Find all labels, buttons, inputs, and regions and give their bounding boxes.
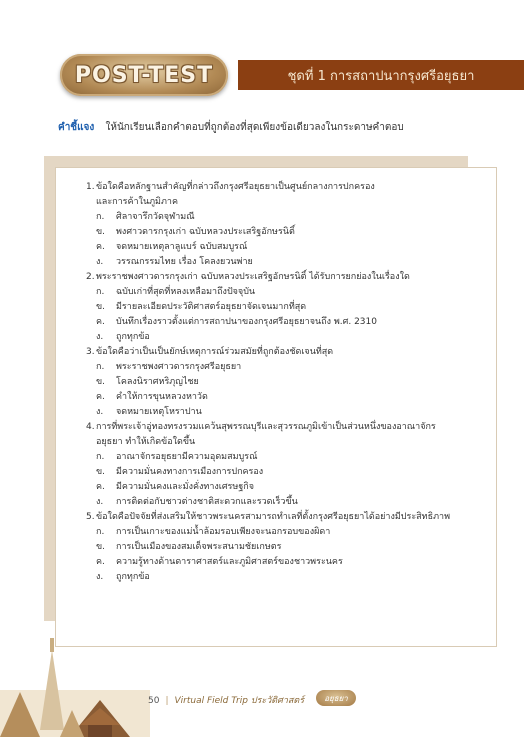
footer-title: Virtual Field Trip ประวัติศาสตร์ [174, 696, 305, 706]
answer-option [86, 390, 482, 405]
question-stem-line [86, 180, 482, 195]
option-text: ถูกทุกข้อ [116, 572, 150, 582]
post-test-badge [60, 54, 228, 96]
question-text: อยุธยา ทำให้เกิดข้อใดขึ้น [96, 437, 196, 447]
option-text: คำให้การขุนหลวงหาวัด [116, 392, 208, 402]
option-text: มีความมั่นคงและมั่งคั่งทางเศรษฐกิจ [116, 482, 255, 492]
option-text: จดหมายเหตุลาลูแบร์ ฉบับสมบูรณ์ [116, 242, 248, 252]
option-letter: ข. [96, 302, 106, 312]
answer-option [86, 450, 482, 465]
option-letter: ก. [96, 287, 105, 297]
option-text: การติดต่อกับชาวต่างชาติสะดวกและรวดเร็วขึ้น [116, 497, 298, 507]
question-text: และการค้าในภูมิภาค [96, 197, 178, 207]
question-text: การที่พระเจ้าอู่ทองทรงรวมแคว้นสุพรรณบุรีและสุวรรณภูมิเข้าเป็นส่วนหนึ่งของอาณาจักร [96, 422, 436, 432]
option-text: ความรู้ทางด้านดาราศาสตร์และภูมิศาสตร์ของชาวพระนคร [116, 557, 343, 567]
option-letter: ง. [96, 332, 104, 342]
option-text: มีความมั่นคงทางการเมืองการปกครอง [116, 467, 264, 477]
question-number [86, 195, 96, 210]
option-text: บันทึกเรื่องราวตั้งแต่การสถาปนาของกรุงศรีอยุธยาจนถึง พ.ศ. 2310 [116, 317, 377, 327]
instructions-text: ให้นักเรียนเลือกคำตอบที่ถูกต้องที่สุดเพียงข้อเดียวลงในกระดาษคำตอบ [105, 122, 404, 133]
question-stem-line [86, 420, 482, 435]
answer-option [86, 360, 482, 375]
option-letter: ก. [96, 527, 105, 537]
page-footer [148, 693, 304, 707]
question-list [86, 180, 482, 585]
answer-option [86, 570, 482, 585]
option-letter: ก. [96, 452, 105, 462]
question-number: 2. [86, 272, 95, 282]
option-text: ถูกทุกข้อ [116, 332, 150, 342]
option-letter: ข. [96, 377, 106, 387]
question-text: ข้อใดคือว่าเป็นเป็นยักษ์เหตุการณ์ร่วมสมัยที่ถูกต้องชัดเจนที่สุด [96, 347, 334, 357]
answer-option [86, 465, 482, 480]
question-number: 4. [86, 422, 95, 432]
answer-option [86, 285, 482, 300]
option-text: จดหมายเหตุโหราปาน [116, 407, 202, 417]
answer-option [86, 240, 482, 255]
question-stem-line [86, 435, 482, 450]
answer-option [86, 315, 482, 330]
option-text: การเป็นเกาะของแม่น้ำล้อมรอบเพียงจะนอกรอบของผิดา [116, 527, 331, 537]
footer-badge [316, 690, 356, 706]
answer-option [86, 555, 482, 570]
option-letter: ข. [96, 542, 106, 552]
question-stem-line [86, 510, 482, 525]
series-title: ชุดที่ 1 การสถาปนากรุงศรีอยุธยา [287, 68, 475, 84]
option-text: วรรณกรรมไทย เรื่อง โคลงยวนพ่าย [116, 257, 253, 267]
option-letter: ง. [96, 497, 104, 507]
option-text: มีรายละเอียดประวัติศาสตร์อยุธยาจัดเจนมากที่สุด [116, 302, 307, 312]
question-item [86, 270, 482, 345]
question-item [86, 345, 482, 420]
answer-option [86, 375, 482, 390]
option-letter: ค. [96, 557, 105, 567]
question-number: 5. [86, 512, 95, 522]
answer-option [86, 495, 482, 510]
temple-illustration [0, 630, 150, 737]
answer-option [86, 540, 482, 555]
question-sheet [56, 168, 496, 646]
series-title-bar [238, 60, 524, 90]
option-letter: ค. [96, 242, 105, 252]
option-text: ศิลาจารึกวัดจุฬามณี [116, 212, 195, 222]
option-letter: ก. [96, 362, 105, 372]
footer-separator: | [165, 696, 169, 706]
question-number [86, 435, 96, 450]
answer-option [86, 525, 482, 540]
option-text: โคลงนิราศหริภุญไชย [116, 377, 199, 387]
answer-option [86, 405, 482, 420]
question-text: พระราชพงศาวดารกรุงเก่า ฉบับหลวงประเสริฐอักษรนิติ์ ได้รับการยกย่องในเรื่องใด [96, 272, 410, 282]
question-number: 3. [86, 347, 95, 357]
option-letter: ก. [96, 212, 105, 222]
question-item [86, 420, 482, 510]
page-number: 50 [148, 696, 160, 706]
question-stem-line [86, 195, 482, 210]
option-letter: ค. [96, 392, 105, 402]
option-letter: ค. [96, 482, 105, 492]
option-text: พระราชพงศาวดารกรุงศรีอยุธยา [116, 362, 242, 372]
answer-option [86, 255, 482, 270]
option-letter: ข. [96, 227, 106, 237]
answer-option [86, 300, 482, 315]
instructions [58, 120, 498, 135]
footer-badge-label: อยุธยา [324, 693, 348, 703]
option-text: พงศาวดารกรุงเก่า ฉบับหลวงประเสริฐอักษรนิติ์ [116, 227, 295, 237]
option-letter: ง. [96, 257, 104, 267]
question-text: ข้อใดคือหลักฐานสำคัญที่กล่าวถึงกรุงศรีอยุธยาเป็นศูนย์กลางการปกครอง [96, 182, 375, 192]
option-letter: ค. [96, 317, 105, 327]
option-letter: ง. [96, 407, 104, 417]
answer-option [86, 210, 482, 225]
option-letter: ข. [96, 467, 106, 477]
question-item [86, 510, 482, 585]
question-stem-line [86, 270, 482, 285]
answer-option [86, 330, 482, 345]
option-letter: ง. [96, 572, 104, 582]
question-item [86, 180, 482, 270]
option-text: ฉบับเก่าที่สุดที่หลงเหลือมาถึงปัจจุบัน [116, 287, 256, 297]
instructions-label: คำชี้แจง [58, 122, 95, 133]
answer-option [86, 480, 482, 495]
question-stem-line [86, 345, 482, 360]
question-number: 1. [86, 182, 95, 192]
question-text: ข้อใดคือปัจจัยที่ส่งเสริมให้ชาวพระนครสามารถทำเลที่ตั้งกรุงศรีอยุธยาได้อย่างมีประสิทธิภาพ [96, 512, 451, 522]
answer-option [86, 225, 482, 240]
post-test-label: POST-TEST [74, 62, 214, 88]
option-text: การเป็นเมืองของสมเด็จพระสนามชัยเกษตร [116, 542, 282, 552]
option-text: อาณาจักรอยุธยามีความอุดมสมบูรณ์ [116, 452, 258, 462]
